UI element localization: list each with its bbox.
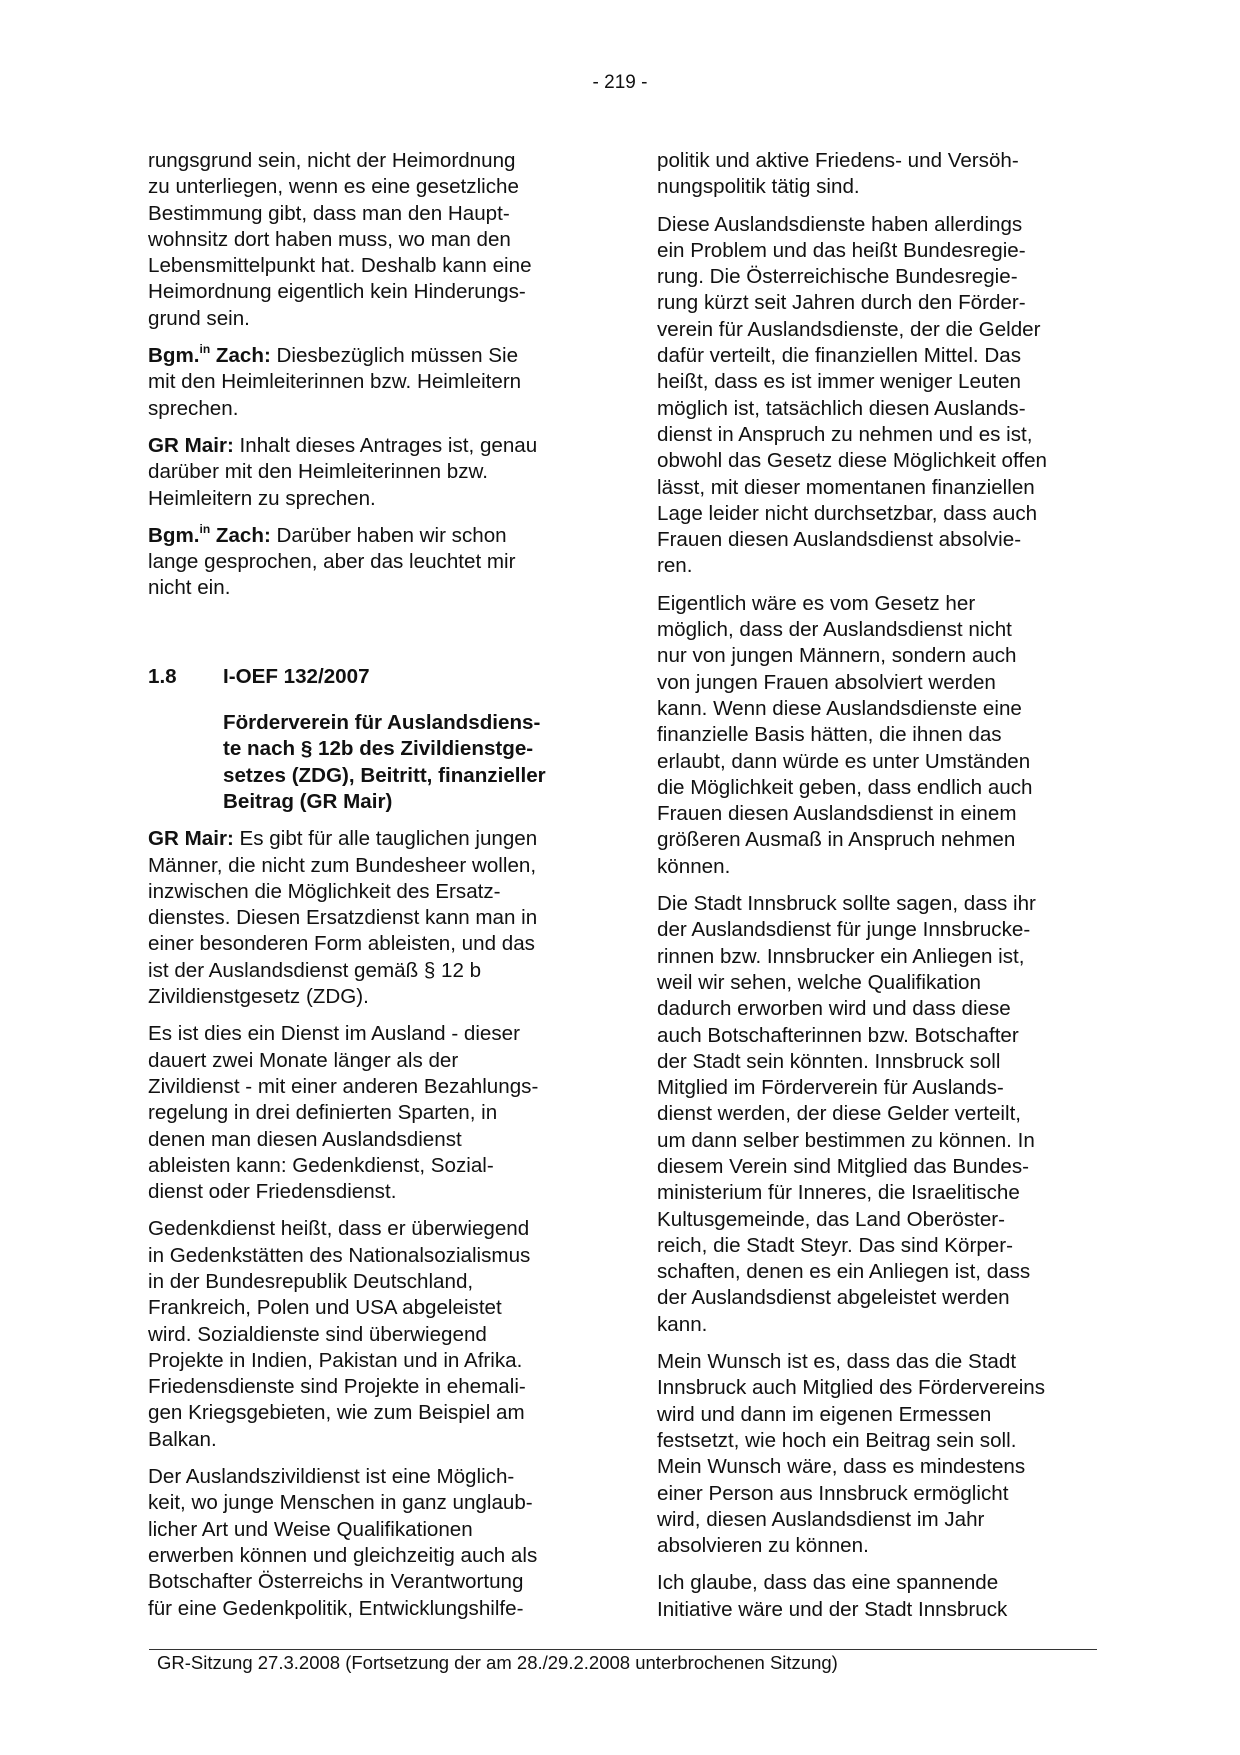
text-line: licher Art und Weise Qualifikationen — [148, 1517, 473, 1541]
text-line: erwerben können und gleichzeitig auch als — [148, 1543, 538, 1567]
text-line: wohnsitz dort haben muss, wo man den — [148, 227, 511, 251]
text-line: um dann selber bestimmen zu können. In — [657, 1128, 1035, 1152]
text-line: nicht ein. — [148, 576, 231, 600]
text-line: ren. — [657, 554, 693, 578]
text-line: rungsgrund sein, nicht der Heimordnung — [148, 149, 516, 172]
text-line: ableisten kann: Gedenkdienst, Sozial- — [148, 1153, 494, 1177]
speech-paragraph — [148, 343, 585, 422]
text-line: mit den Heimleiterinnen bzw. Heimleitern — [148, 370, 522, 394]
text-line: in Gedenkstätten des Nationalsozialismus — [148, 1243, 531, 1267]
paragraph — [148, 1216, 585, 1453]
text-line: nungspolitik tätig sind. — [657, 175, 860, 199]
text-line: denen man diesen Auslandsdienst — [148, 1127, 462, 1151]
text-line: schaften, denen es ein Anliegen ist, dass — [657, 1260, 1031, 1284]
text-line: der Auslandsdienst abgeleistet werden — [657, 1286, 1010, 1310]
text-line: dafür verteilt, die finanziellen Mittel. Das — [657, 344, 1021, 368]
paragraph — [148, 1464, 585, 1622]
text-line: gen Kriegsgebieten, wie zum Beispiel am — [148, 1401, 525, 1425]
speech-paragraph — [148, 523, 585, 602]
text-line: ein Problem und das heißt Bundesregie- — [657, 238, 1026, 262]
page-footer: GR-Sitzung 27.3.2008 (Fortsetzung der am 28./29.2.2008 unterbrochenen Sitzung) — [157, 1652, 838, 1673]
speaker-label: GR Mair: — [148, 827, 234, 851]
text-line: Friedensdienste sind Projekte in ehemali- — [148, 1375, 526, 1399]
text-line: Inhalt dieses Antrages ist, genau — [233, 433, 538, 457]
text-line: grund sein. — [148, 306, 250, 330]
text-line: Diesbezüglich müssen Sie — [270, 344, 519, 368]
paragraph — [657, 1570, 1097, 1623]
text-line: Mein Wunsch wäre, dass es mindestens — [657, 1455, 1026, 1479]
text-line: setzes (ZDG), Beitritt, finanzieller — [223, 763, 546, 787]
text-line: inzwischen die Möglichkeit des Ersatz- — [148, 879, 501, 903]
paragraph — [657, 148, 1097, 201]
text-line: einer besonderen Form ableisten, und das — [148, 932, 535, 956]
text-line: Mitglied im Förderverein für Auslands- — [657, 1076, 1004, 1100]
text-line: einer Person aus Innsbruck ermöglicht — [657, 1481, 1009, 1505]
text-line: diesem Verein sind Mitglied das Bundes- — [657, 1154, 1030, 1178]
footer-divider — [149, 1649, 1097, 1650]
text-line: Heimordnung eigentlich kein Hinderungs- — [148, 280, 526, 304]
text-line: in der Bundesrepublik Deutschland, — [148, 1269, 474, 1293]
text-line: Diese Auslandsdienste haben allerdings — [657, 212, 1023, 236]
text-line: Frankreich, Polen und USA abgeleistet — [148, 1296, 502, 1320]
speaker-label: Bgm.$^{in}$ Zach: — [148, 342, 271, 368]
text-line: Projekte in Indien, Pakistan und in Afrika. — [148, 1348, 523, 1372]
text-line: dienst oder Friedensdienst. — [148, 1180, 397, 1204]
text-line: der Stadt sein könnten. Innsbruck soll — [657, 1049, 1001, 1073]
left-column — [148, 148, 585, 1633]
paragraph — [657, 1349, 1097, 1559]
text-line: Die Stadt Innsbruck sollte sagen, dass ihr — [657, 892, 1036, 916]
text-line: Lebensmittelpunkt hat. Deshalb kann eine — [148, 254, 532, 278]
text-line: te nach § 12b des Zivildienstge- — [223, 737, 534, 761]
text-line: für eine Gedenkpolitik, Entwicklungshilfe- — [148, 1596, 524, 1620]
text-line: Förderverein für Auslandsdiens- — [223, 711, 541, 735]
text-line: möglich, dass der Auslandsdienst nicht — [657, 618, 1012, 642]
right-column — [657, 148, 1097, 1634]
text-line: dienstes. Diesen Ersatzdienst kann man in — [148, 906, 538, 930]
text-line: Ich glaube, dass das eine spannende — [657, 1571, 999, 1595]
text-line: ist der Auslandsdienst gemäß § 12 b — [148, 958, 482, 982]
speaker-label: Bgm.$^{in}$ Zach: — [148, 521, 271, 547]
text-line: von jungen Frauen absolviert werden — [657, 670, 996, 694]
text-line: nur von jungen Männern, sondern auch — [657, 644, 1017, 668]
text-line: Es gibt für alle tauglichen jungen — [233, 827, 538, 851]
text-line: finanzielle Basis hätten, die ihnen das — [657, 723, 1002, 747]
text-line: obwohl das Gesetz diese Möglichkeit offen — [657, 449, 1047, 473]
agenda-code: I-OEF 132/2007 — [223, 664, 370, 688]
text-line: Botschafter Österreichs in Verantwortung — [148, 1570, 524, 1594]
text-line: auch Botschafterinnen bzw. Botschafter — [657, 1023, 1019, 1047]
text-line: dienst in Anspruch zu nehmen und es ist, — [657, 422, 1033, 446]
text-line: können. — [657, 854, 731, 878]
speech-paragraph — [148, 826, 585, 1010]
text-line: reich, die Stadt Steyr. Das sind Körper- — [657, 1233, 1013, 1257]
text-line: der Auslandsdienst für junge Innsbrucke- — [657, 918, 1031, 942]
text-line: Heimleitern zu sprechen. — [148, 486, 376, 510]
agenda-item-heading — [148, 664, 585, 690]
text-line: Bestimmung gibt, dass man den Haupt- — [148, 201, 510, 225]
text-line: Männer, die nicht zum Bundesheer wollen, — [148, 853, 537, 877]
text-line: dauert zwei Monate länger als der — [148, 1048, 459, 1072]
text-line: heißt, dass es ist immer weniger Leuten — [657, 370, 1021, 394]
text-line: Lage leider nicht durchsetzbar, dass auch — [657, 501, 1038, 525]
text-line: Darüber haben wir schon — [270, 523, 507, 547]
text-line: Gedenkdienst heißt, dass er überwiegend — [148, 1217, 530, 1241]
text-line: regelung in drei definierten Sparten, in — [148, 1101, 498, 1125]
text-line: Balkan. — [148, 1427, 217, 1451]
text-line: Der Auslandszivildienst ist eine Möglich- — [148, 1465, 515, 1489]
paragraph — [148, 148, 585, 332]
text-line: dadurch erworben wird und dass diese — [657, 997, 1011, 1021]
text-line: möglich ist, tatsächlich diesen Auslands- — [657, 396, 1026, 420]
text-line: rung. Die Österreichische Bundesregie- — [657, 265, 1018, 289]
paragraph — [148, 1021, 585, 1205]
text-line: kann. — [657, 1312, 708, 1336]
paragraph — [657, 591, 1097, 880]
text-line: die Möglichkeit geben, dass endlich auch — [657, 775, 1033, 799]
agenda-title — [223, 710, 585, 815]
paragraph — [657, 212, 1097, 580]
page-number: - 219 - — [592, 72, 648, 93]
text-line: Mein Wunsch ist es, dass das die Stadt — [657, 1350, 1017, 1374]
text-line: lange gesprochen, aber das leuchtet mir — [148, 550, 516, 574]
paragraph — [657, 891, 1097, 1338]
text-line: kann. Wenn diese Auslandsdienste eine — [657, 696, 1022, 720]
text-line: Beitrag (GR Mair) — [223, 789, 393, 813]
text-line: rung kürzt seit Jahren durch den Förder- — [657, 291, 1026, 315]
text-line: Frauen diesen Auslandsdienst in einem — [657, 802, 1017, 826]
text-line: Eigentlich wäre es vom Gesetz her — [657, 591, 976, 615]
text-line: lässt, mit dieser momentanen finanziellen — [657, 475, 1035, 499]
text-line: Zivildienstgesetz (ZDG). — [148, 985, 369, 1009]
text-line: sprechen. — [148, 396, 239, 420]
text-line: Frauen diesen Auslandsdienst absolvie- — [657, 528, 1022, 552]
speech-paragraph — [148, 433, 585, 512]
agenda-number: 1.8 — [148, 664, 177, 688]
text-line: wird. Sozialdienste sind überwiegend — [148, 1322, 487, 1346]
text-line: Kultusgemeinde, das Land Oberöster- — [657, 1207, 1006, 1231]
text-line: dienst werden, der diese Gelder verteilt, — [657, 1102, 1022, 1126]
text-line: absolvieren zu können. — [657, 1534, 869, 1558]
text-line: Innsbruck auch Mitglied des Fördervereins — [657, 1376, 1046, 1400]
text-line: verein für Auslandsdienste, der die Gelder — [657, 317, 1041, 341]
text-line: Initiative wäre und der Stadt Innsbruck — [657, 1597, 1008, 1621]
text-line: keit, wo junge Menschen in ganz unglaub- — [148, 1491, 533, 1515]
text-line: festsetzt, wie hoch ein Beitrag sein soll. — [657, 1428, 1017, 1452]
text-line: wird, diesen Auslandsdienst im Jahr — [657, 1507, 985, 1531]
text-line: größeren Ausmaß in Anspruch nehmen — [657, 828, 1016, 852]
text-line: Es ist dies ein Dienst im Ausland - dieser — [148, 1022, 520, 1046]
text-line: erlaubt, dann würde es unter Umständen — [657, 749, 1031, 773]
text-line: wird und dann im eigenen Ermessen — [657, 1402, 992, 1426]
text-line: ministerium für Inneres, die Israelitische — [657, 1181, 1020, 1205]
text-line: weil wir sehen, welche Qualifikation — [657, 970, 981, 994]
text-line: rinnen bzw. Innsbrucker ein Anliegen ist, — [657, 944, 1025, 968]
speaker-label: GR Mair: — [148, 433, 234, 457]
text-line: politik und aktive Friedens- und Versöh- — [657, 149, 1019, 172]
text-line: darüber mit den Heimleiterinnen bzw. — [148, 460, 488, 484]
text-line: zu unterliegen, wenn es eine gesetzliche — [148, 175, 519, 199]
text-line: Zivildienst - mit einer anderen Bezahlungs- — [148, 1074, 539, 1098]
